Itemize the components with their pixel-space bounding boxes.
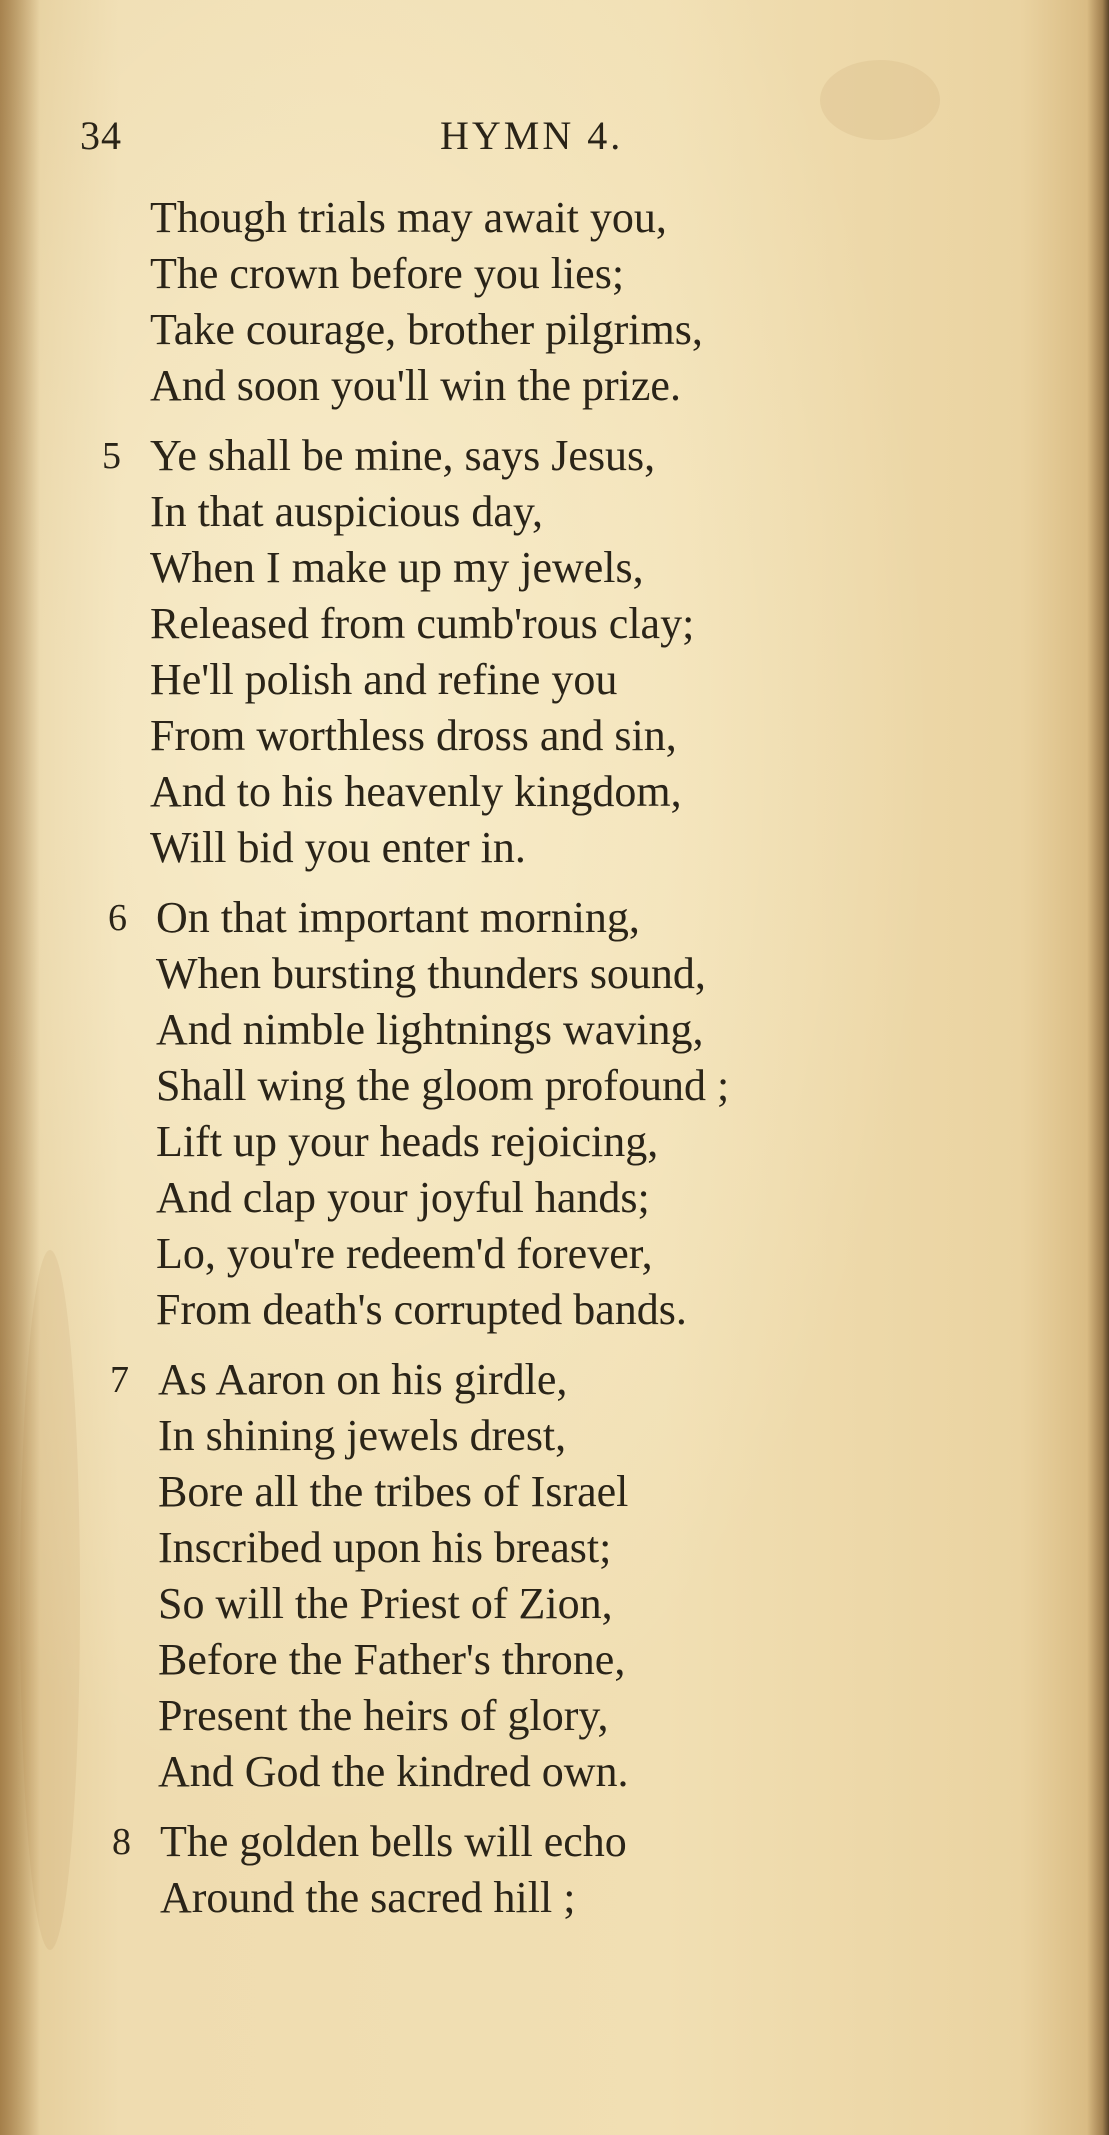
stanza <box>102 428 950 876</box>
verse-line: And clap your joyful hands; <box>156 1173 650 1222</box>
verse-line: And God the kindred own. <box>158 1747 629 1796</box>
stanza <box>108 890 950 1338</box>
running-title: HYMN 4. <box>440 113 624 158</box>
verse-line: The crown before you lies; <box>150 249 625 298</box>
verse-line: Around the sacred hill ; <box>160 1873 576 1922</box>
verse-line: From worthless dross and sin, <box>150 711 677 760</box>
verse-line: Will bid you enter in. <box>150 823 526 872</box>
page-edge-shadow <box>1087 0 1109 2135</box>
verse-line: Present the heirs of glory, <box>158 1691 609 1740</box>
verse-line: Lift up your heads rejoicing, <box>156 1117 659 1166</box>
stanza <box>110 1352 950 1800</box>
paper-stain <box>820 60 940 140</box>
verse-line: Bore all the tribes of Israel <box>158 1467 629 1516</box>
verse-line: Lo, you're redeem'd forever, <box>156 1229 653 1278</box>
stanza <box>150 190 950 414</box>
page-number: 34 <box>80 113 122 158</box>
verse-line: Before the Father's throne, <box>158 1635 626 1684</box>
verse-line: So will the Priest of Zion, <box>158 1579 613 1628</box>
verse-line: Ye shall be mine, says Jesus, <box>150 431 656 480</box>
verse-line: And soon you'll win the prize. <box>150 361 681 410</box>
verse-line: In shining jewels drest, <box>158 1411 567 1460</box>
verse-line: And to his heavenly kingdom, <box>150 767 682 816</box>
verse-line: He'll polish and refine you <box>150 655 618 704</box>
verse-line: Take courage, brother pilgrims, <box>150 305 703 354</box>
verse-line: When bursting thunders sound, <box>156 949 706 998</box>
verse-line: When I make up my jewels, <box>150 543 644 592</box>
verse-line: As Aaron on his girdle, <box>158 1355 568 1404</box>
stanza-number: 7 <box>110 1359 129 1401</box>
stanza-number: 8 <box>112 1821 131 1863</box>
verse-line: Shall wing the gloom profound ; <box>156 1061 730 1110</box>
paper-stain <box>20 1250 80 1950</box>
verse-line: Inscribed upon his breast; <box>158 1523 612 1572</box>
verse-line: In that auspicious day, <box>150 487 544 536</box>
verse-line: And nimble lightnings waving, <box>156 1005 704 1054</box>
verse-line: On that important morning, <box>156 893 640 942</box>
stanza-number: 5 <box>102 435 121 477</box>
page-header <box>80 112 680 162</box>
verse-line: From death's corrupted bands. <box>156 1285 687 1334</box>
stanza-number: 6 <box>108 897 127 939</box>
verse-line: Released from cumb'rous clay; <box>150 599 695 648</box>
verse-line: Though trials may await you, <box>150 193 667 242</box>
stanza <box>112 1814 950 1926</box>
hymn-text <box>102 190 950 1940</box>
verse-line: The golden bells will echo <box>160 1817 627 1866</box>
